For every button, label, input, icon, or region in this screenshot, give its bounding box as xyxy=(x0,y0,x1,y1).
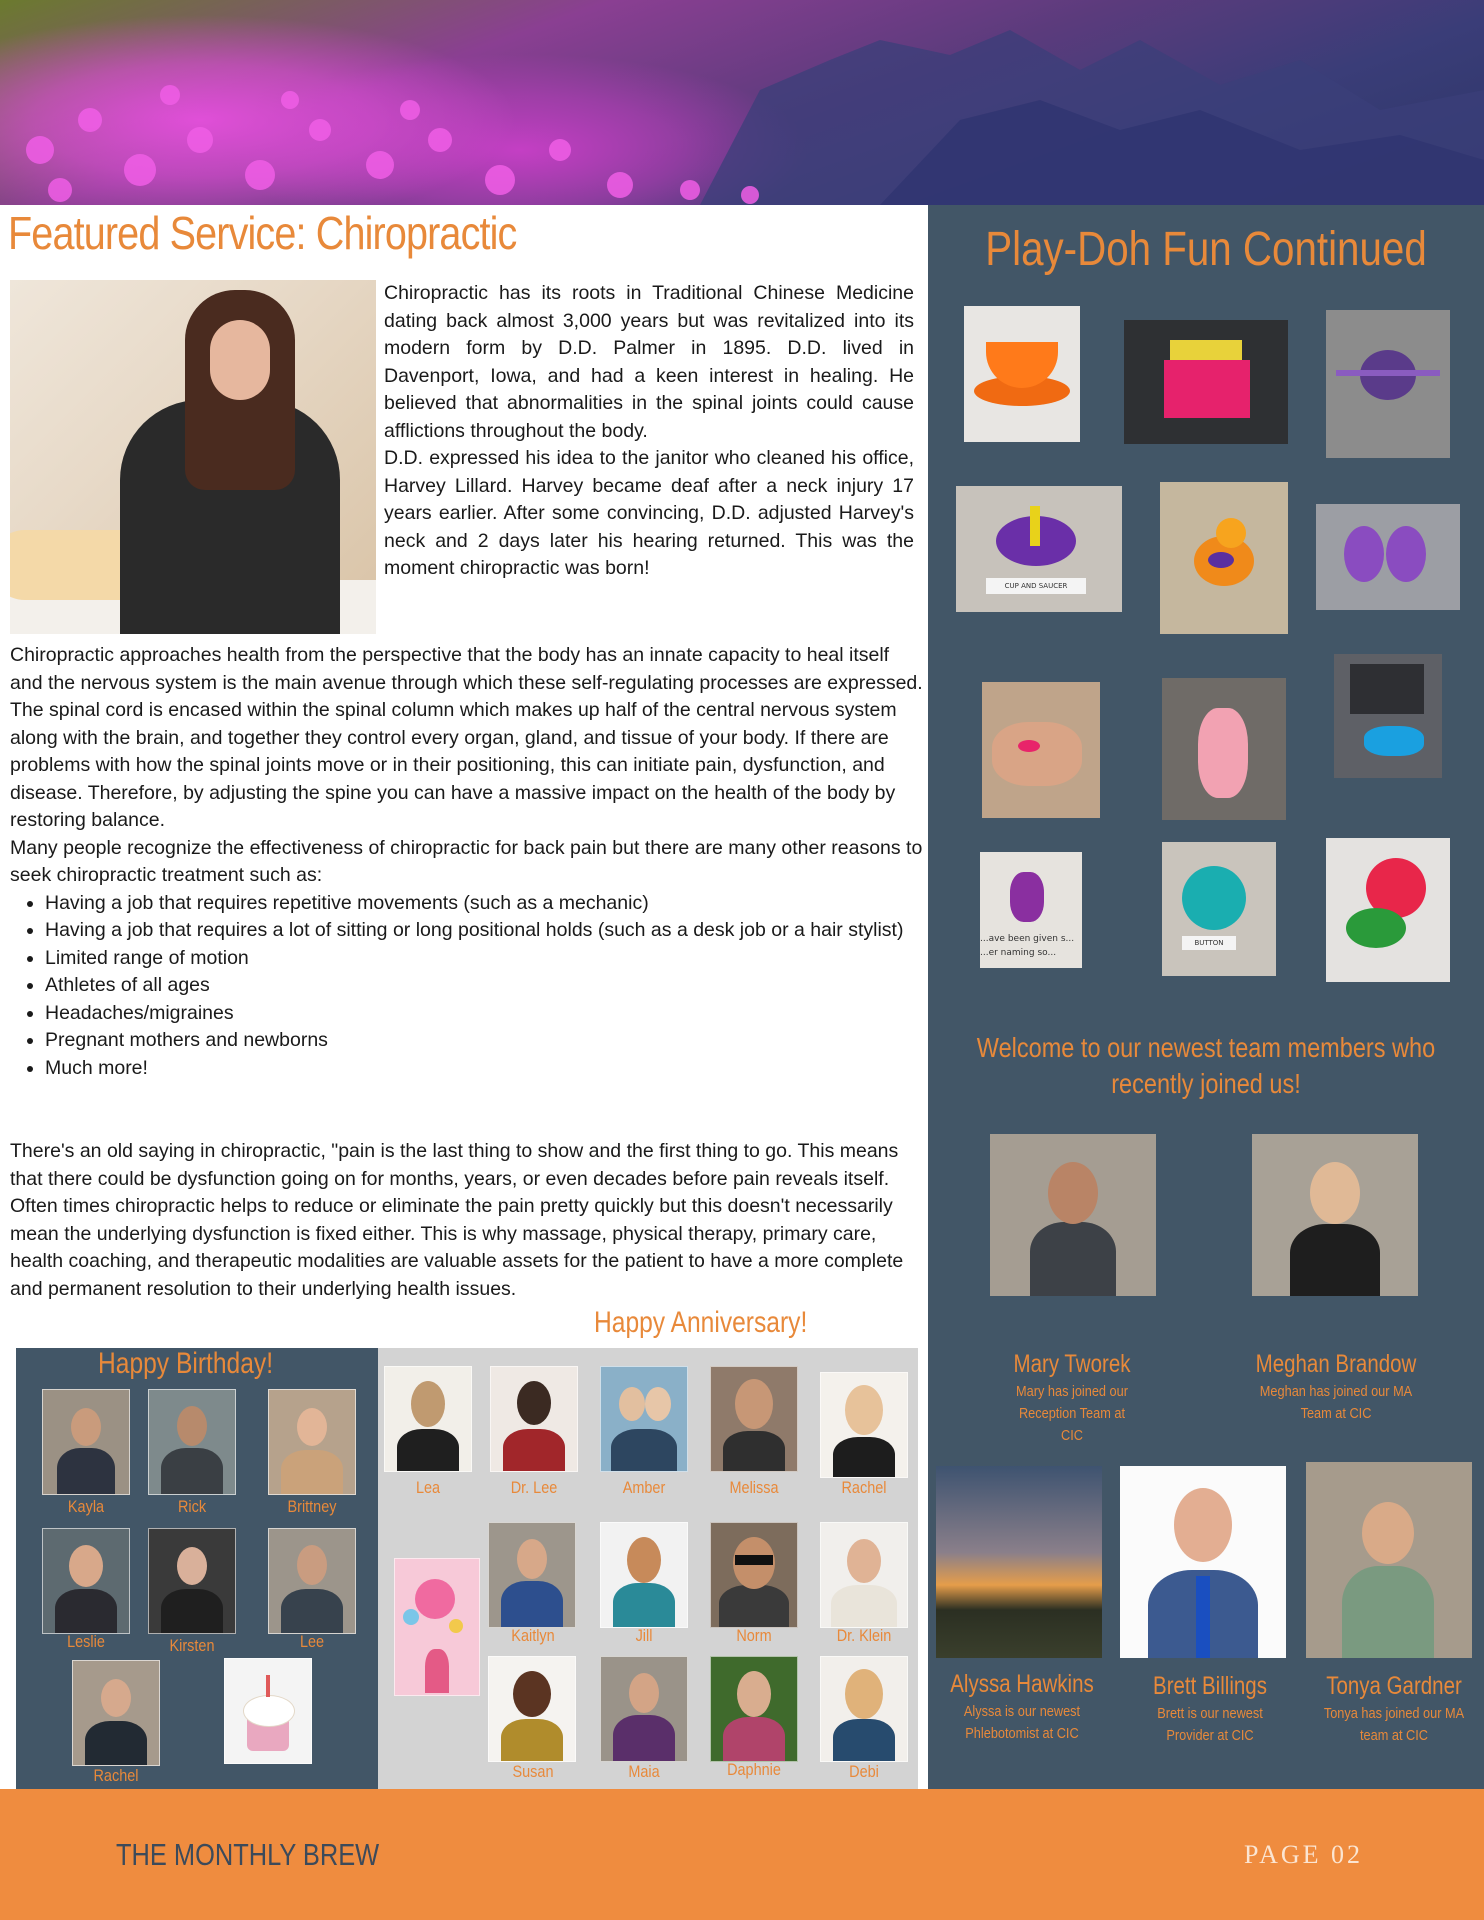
anniversary-person-susan xyxy=(488,1656,578,1788)
avatar xyxy=(72,1660,160,1766)
intro-paragraph-1: Chiropractic has its roots in Traditional Chinese Medicine dating back almost 3,000 years but was revitalized into its modern form by D.D. Palmer in 1895. D.D. lived in Davenport, Iowa, and had a keen interest in healing. He believed that abnormalities in the spinal joints could cause afflictions throughout the body. xyxy=(384,282,914,442)
newsletter-name: THE MONTHLY BREW xyxy=(116,1837,380,1872)
list-item: • Having a job that requires a lot of sitting or long positional holds (such as a desk job or a hair stylist) xyxy=(45,917,925,945)
birthday-person-rachel xyxy=(72,1660,160,1784)
avatar xyxy=(488,1656,576,1762)
intro-paragraph-2: D.D. expressed his idea to the janitor who cleaned his office, Harvey Lillard. Harvey became deaf after a neck injury 17 years earlier. After some convincing, D.D. adjusted Harvey's neck and 2 days later his hearing returned. This was the moment chiropractic was born! xyxy=(384,447,914,579)
avatar xyxy=(490,1366,578,1472)
person-name: Rachel xyxy=(93,1766,139,1785)
avatar xyxy=(710,1366,798,1472)
body-paragraph-3: There's an old saying in chiropractic, "pain is the last thing to show and the first thing to go. This means that there could be dysfunction going on for months, years, or even decades before pain reveals itself. Often times chiropractic helps to reduce or eliminate the pain pretty quickly but this doesn't necessarily mean the underlying dysfunction is fixed either. This is why massage, physical therapy, primary care, health coaching, and therapeutic modalities are valuable assets for the patient to have a more complete and permanent resolution to their underlying health issues. xyxy=(10,1140,904,1300)
member-name: Mary Tworek xyxy=(1013,1350,1131,1378)
person-name: Jill xyxy=(635,1626,653,1645)
featured-title: Featured Service: Chiropractic xyxy=(8,207,517,259)
team-member-meghan xyxy=(1226,1350,1446,1425)
avatar xyxy=(600,1656,688,1762)
body-paragraph-1: Chiropractic approaches health from the perspective that the body has an innate capacity to heal itself and the nervous system is the main avenue through which these self-regulating processes are expressed. The spinal cord is encased within the spinal column which makes up half of the central nervous system along with the brain, and together they control every organ, gland, and tissue of your body. If there are problems with how the spinal joints move or in their positioning, this can initiate pain, dysfunction, and disease. Therefore, by adjusting the spine you can have a massive impact on the health of the body by restoring balance. xyxy=(10,644,923,831)
caption-label: ...er naming so... xyxy=(980,948,1057,958)
person-name: Dr. Klein xyxy=(836,1626,892,1645)
playdoh-hand-photo xyxy=(982,682,1100,818)
avatar xyxy=(42,1528,130,1634)
member-name: Meghan Brandow xyxy=(1255,1350,1417,1378)
team-member-alyssa xyxy=(932,1670,1112,1745)
team-member-brett xyxy=(1120,1672,1300,1747)
playdoh-footprint-photo xyxy=(1162,678,1286,820)
welcome-heading: Welcome to our newest team members who recently joined us! xyxy=(976,1032,1436,1099)
avatar xyxy=(710,1656,798,1762)
featured-closing xyxy=(10,1138,910,1303)
member-desc: Alyssa is our newest Phlebotomist at CIC xyxy=(963,1703,1081,1742)
playdoh-teacup-photo xyxy=(964,306,1080,442)
party-popper-icon xyxy=(394,1558,480,1696)
avatar xyxy=(820,1522,908,1628)
avatar xyxy=(488,1522,576,1628)
anniversary-person-jill xyxy=(600,1522,688,1654)
confetti-image xyxy=(394,1558,480,1698)
person-name: Kirsten xyxy=(169,1636,215,1655)
avatar xyxy=(384,1366,472,1472)
person-name: Debi xyxy=(849,1762,879,1781)
anniversary-person-lea xyxy=(384,1366,472,1506)
anniversary-person-melissa xyxy=(710,1366,798,1506)
caption-label: CUP AND SAUCER xyxy=(986,578,1086,594)
birthday-title: Happy Birthday! xyxy=(98,1347,274,1380)
mary-tworek-photo xyxy=(990,1134,1156,1296)
anniversary-person-amber xyxy=(600,1366,688,1506)
person-name: Lea xyxy=(415,1478,441,1497)
avatar xyxy=(42,1389,130,1495)
avatar xyxy=(268,1528,356,1634)
playdoh-flower-photo xyxy=(1326,838,1450,982)
member-desc: Mary has joined our Reception Team at CIC xyxy=(1016,1383,1128,1444)
member-name: Brett Billings xyxy=(1153,1672,1267,1700)
person-name: Daphnie xyxy=(727,1760,781,1779)
playdoh-butterfly-photo xyxy=(1316,504,1460,610)
playdoh-title: Play-Doh Fun Continued xyxy=(985,223,1427,276)
meghan-brandow-photo xyxy=(1252,1134,1418,1296)
avatar xyxy=(148,1528,236,1634)
person-name: Norm xyxy=(736,1626,772,1645)
playdoh-spider-photo xyxy=(1326,310,1450,458)
avatar xyxy=(600,1366,688,1472)
birthday-person-leslie xyxy=(42,1528,130,1651)
person-name: Rick xyxy=(177,1497,207,1516)
tonya-gardner-photo xyxy=(1306,1462,1472,1658)
anniversary-person-dr-lee xyxy=(490,1366,578,1506)
playdoh-stand-photo xyxy=(1124,320,1288,444)
reasons-list xyxy=(10,890,925,1083)
birthday-person-rick xyxy=(148,1389,236,1516)
list-item: • Limited range of motion xyxy=(45,945,925,973)
anniversary-person-kaitlyn xyxy=(488,1522,578,1654)
anniversary-person-dr-klein xyxy=(820,1522,908,1654)
birthday-person-brittney xyxy=(268,1389,356,1516)
playdoh-button-photo xyxy=(1162,842,1276,976)
caption-label: ...ave been given s... xyxy=(980,934,1075,944)
anniversary-title: Happy Anniversary! xyxy=(594,1306,808,1339)
member-name: Tonya Gardner xyxy=(1326,1672,1462,1700)
member-name: Alyssa Hawkins xyxy=(950,1670,1094,1698)
person-name: Lee xyxy=(299,1632,325,1651)
anniversary-person-rachel xyxy=(820,1372,908,1506)
avatar xyxy=(820,1372,908,1478)
brett-billings-photo xyxy=(1120,1466,1286,1658)
member-desc: Meghan has joined our MA Team at CIC xyxy=(1259,1383,1413,1422)
team-member-mary xyxy=(972,1350,1172,1447)
member-desc: Brett is our newest Provider at CIC xyxy=(1157,1705,1263,1744)
team-member-tonya xyxy=(1306,1672,1482,1747)
person-name: Kayla xyxy=(67,1497,105,1516)
person-name: Kaitlyn xyxy=(511,1626,555,1645)
person-name: Dr. Lee xyxy=(510,1478,558,1497)
person-name: Rachel xyxy=(841,1478,887,1497)
person-name: Melissa xyxy=(729,1478,779,1497)
list-item: • Much more! xyxy=(45,1055,925,1083)
avatar xyxy=(268,1389,356,1495)
page-number: PAGE 02 xyxy=(1244,1840,1364,1869)
anniversary-person-daphnie xyxy=(710,1656,798,1788)
cupcake-icon xyxy=(224,1658,312,1764)
playdoh-cup-and-saucer-photo xyxy=(956,486,1122,612)
avatar xyxy=(820,1656,908,1762)
alyssa-hawkins-photo xyxy=(936,1466,1102,1658)
list-item: • Headaches/migraines xyxy=(45,1000,925,1028)
person-name: Brittney xyxy=(287,1497,337,1516)
avatar xyxy=(710,1522,798,1628)
birthday-person-kirsten xyxy=(148,1528,236,1655)
anniversary-person-debi xyxy=(820,1656,908,1788)
featured-body xyxy=(10,642,925,1082)
person-name: Leslie xyxy=(67,1632,105,1651)
list-item: • Athletes of all ages xyxy=(45,972,925,1000)
person-name: Susan xyxy=(512,1762,554,1781)
cupcake-image xyxy=(224,1658,312,1764)
anniversary-person-norm xyxy=(710,1522,798,1654)
avatar xyxy=(148,1389,236,1495)
anniversary-person-maia xyxy=(600,1656,688,1788)
birthday-person-lee xyxy=(268,1528,356,1651)
body-paragraph-2: Many people recognize the effectiveness of chiropractic for back pain but there are many other reasons to seek chiropractic treatment such as: xyxy=(10,836,923,886)
chiropractor-photo xyxy=(10,280,376,634)
person-name: Amber xyxy=(622,1478,666,1497)
playdoh-phone-photo xyxy=(1334,654,1442,778)
person-name: Maia xyxy=(628,1762,660,1781)
playdoh-pineapple-photo xyxy=(980,852,1082,968)
hero-banner-image xyxy=(0,0,1484,205)
list-item: • Pregnant mothers and newborns xyxy=(45,1027,925,1055)
playdoh-duck-photo xyxy=(1160,482,1288,634)
member-desc: Tonya has joined our MA team at CIC xyxy=(1323,1705,1465,1744)
list-item: • Having a job that requires repetitive movements (such as a mechanic) xyxy=(45,890,925,918)
birthday-person-kayla xyxy=(42,1389,130,1516)
mountain-landscape-image xyxy=(0,0,1484,205)
avatar xyxy=(600,1522,688,1628)
caption-label: BUTTON xyxy=(1182,936,1236,950)
featured-intro xyxy=(384,280,914,583)
